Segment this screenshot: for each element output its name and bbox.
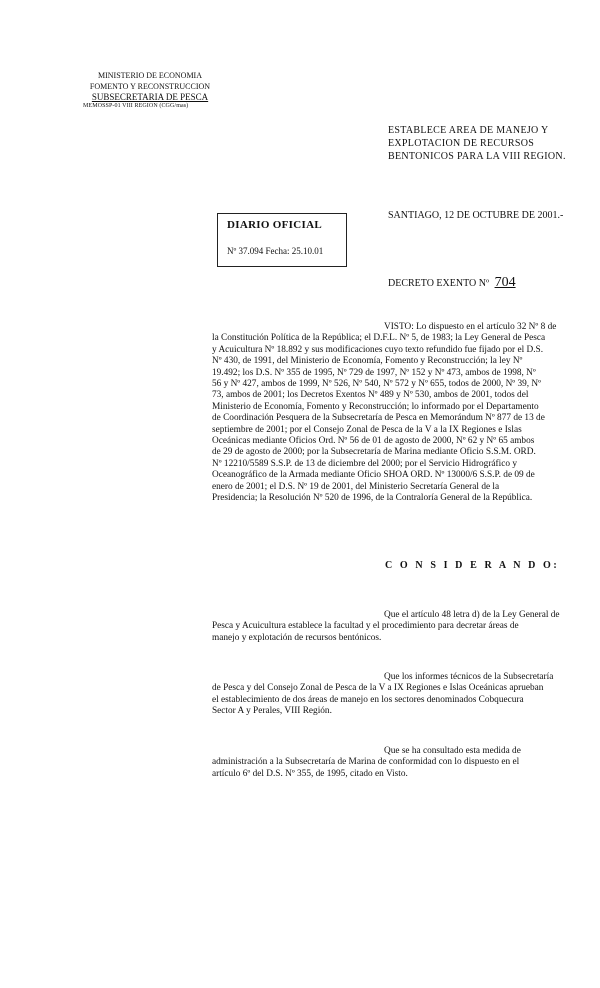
decree-subject	[388, 124, 600, 163]
text-line: artículo 6º del D.S. Nº 355, de 1995, citado en Visto.	[212, 768, 408, 779]
text-line: Que se ha consultado esta medida de	[384, 746, 521, 756]
text-line: administración a la Subsecretaría de Marina de conformidad con lo dispuesto en el	[212, 757, 520, 768]
decree-number	[388, 275, 516, 291]
subject-line: EXPLOTACION DE RECURSOS	[388, 138, 535, 149]
diario-oficial-box	[217, 213, 347, 267]
text-line: septiembre de 2001; por el Consejo Zonal de Pesca de la V a la IX Regiones e Islas	[212, 424, 522, 435]
text-line: Oceánicas mediante Oficios Ord. Nº 56 de 01 de agosto de 2000, Nº 62 y Nº 65 ambos	[212, 436, 535, 447]
diario-oficial-number: Nº 37.094 Fecha: 25.10.01	[227, 246, 324, 256]
decree-number-value: 704	[494, 275, 516, 290]
text-line: Pesca y Acuicultura establece la facultad y el procedimiento para decretar áreas de	[212, 621, 519, 632]
text-line: VISTO: Lo dispuesto en el artículo 32 Nº 8 de	[384, 322, 557, 332]
consideration-1	[212, 610, 600, 644]
ministry-header	[80, 70, 220, 103]
text-line: Ministerio de Economía, Fomento y Reconstrucción; lo informado por el Departamento	[212, 401, 539, 412]
text-line: Que el artículo 48 letra d) de la Ley General de	[384, 610, 560, 620]
text-line: Que los informes técnicos de la Subsecretaría	[384, 672, 554, 682]
text-line: 56 y Nº 427, ambos de 1999, Nº 526, Nº 540, Nº 572 y Nº 655, todos de 2000, Nº 39, Nº	[212, 379, 542, 390]
decree-label: DECRETO EXENTO Nº	[388, 278, 490, 289]
text-line: Oceanográfico de la Armada mediante Oficio SHOA ORD. Nº 13000/6 S.S.P. de 09 de	[212, 470, 535, 481]
considerando-heading: C O N S I D E R A N D O:	[385, 560, 560, 571]
consideration-2	[212, 672, 600, 718]
diario-oficial-title: DIARIO OFICIAL	[227, 219, 322, 231]
ministry-line-3: SUBSECRETARIA DE PESCA	[91, 92, 209, 102]
ministry-line-2: FOMENTO Y RECONSTRUCCION	[89, 82, 211, 91]
consideration-3	[212, 746, 600, 780]
ministry-line-1: MINISTERIO DE ECONOMIA	[98, 71, 202, 80]
text-line: Nº 12210/5589 S.S.P. de 13 de diciembre del 2000; por el Servicio Hidrográfico y	[212, 458, 517, 469]
text-line: manejo y explotación de recursos bentónicos.	[212, 632, 382, 643]
memo-reference: MEMOSSP-01 VIII REGION (CGG/mas)	[83, 103, 189, 109]
text-line: y Acuicultura Nº 18.892 y sus modificaciones cuyo texto refundido fue fijado por el D.S.	[212, 344, 544, 355]
text-line: de Coordinación Pesquera de la Subsecretaría de Pesca en Memorándum Nº 877 de 13 de	[212, 413, 545, 424]
text-line: de 29 de agosto de 2000; por la Subsecretaría de Marina mediante Oficio S.S.M. ORD.	[212, 447, 536, 458]
text-line: enero de 2001; el D.S. Nº 19 de 2001, del Ministerio Secretaría General de la	[212, 481, 500, 492]
subject-line: BENTONICOS PARA LA VIII REGION.	[388, 151, 566, 162]
text-line: Presidencia; la Resolución Nº 520 de 1996, de la Contraloría General de la República.	[212, 493, 533, 504]
text-line: Nº 430, de 1991, del Ministerio de Economía, Fomento y Reconstrucción; la ley Nº	[212, 356, 523, 367]
visto-paragraph	[212, 322, 600, 505]
text-line: 73, ambos de 2001; los Decretos Exentos Nº 489 y Nº 530, ambos de 2001, todos del	[212, 390, 529, 401]
decree-date: SANTIAGO, 12 DE OCTUBRE DE 2001.-	[388, 210, 564, 221]
text-line: Sector A y Perales, VIII Región.	[212, 706, 332, 717]
text-line: 19.492; los D.S. Nº 355 de 1995, Nº 729 de 1997, Nº 152 y Nº 473, ambos de 1998, Nº	[212, 367, 536, 378]
text-line: el establecimiento de dos áreas de manejo en los sectores denominados Cobquecura	[212, 694, 524, 705]
text-line: de Pesca y del Consejo Zonal de Pesca de la V a IX Regiones e Islas Oceánicas aprueban	[212, 683, 544, 694]
text-line: la Constitución Política de la República; el D.F.L. Nº 5, de 1983; la Ley General de Pesca	[212, 333, 546, 344]
subject-line: ESTABLECE AREA DE MANEJO Y	[388, 125, 549, 136]
